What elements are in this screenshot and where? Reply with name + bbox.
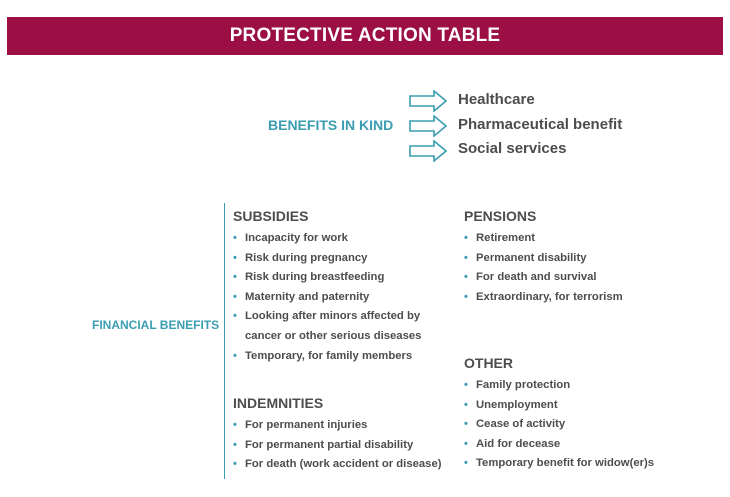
benefit-social-services: Social services [458,140,567,157]
list-item: • Temporary, for family members [233,347,443,367]
list-item: • Extraordinary, for terrorism [464,288,694,308]
section-title: INDEMNITIES [233,395,324,411]
pensions-list [464,229,694,307]
list-item: • Maternity and paternity [233,288,443,308]
arrow-right-icon [409,140,447,162]
section-title: SUBSIDIES [233,208,309,224]
benefit-pharmaceutical: Pharmaceutical benefit [458,116,623,133]
list-item: • Risk during pregnancy [233,249,443,269]
pensions-section [464,208,694,307]
title-banner [7,17,723,55]
list-item: • Incapacity for work [233,229,443,249]
list-item: • Cease of activity [464,415,694,435]
list-item: • Looking after minors affected by cancer or other serious diseases [233,307,423,346]
financial-benefits-label: FINANCIAL BENEFITS [92,318,220,332]
other-list [464,376,694,474]
list-item: • Retirement [464,229,694,249]
list-item: • Family protection [464,376,694,396]
list-item: • For death (work accident or disease) [233,455,453,475]
list-item: • Temporary benefit for widow(er)s [464,454,694,474]
divider-line [224,203,225,479]
list-item: • Unemployment [464,396,694,416]
list-item: • For permanent injuries [233,416,453,436]
list-item: • For permanent partial disability [233,436,453,456]
list-item: • Risk during breastfeeding [233,268,443,288]
benefits-in-kind-label: BENEFITS IN KIND [268,117,394,133]
list-item: • Permanent disability [464,249,694,269]
subsidies-list [233,229,443,366]
indemnities-section [233,395,453,475]
benefit-healthcare: Healthcare [458,91,535,108]
list-item: • Aid for decease [464,435,694,455]
section-title: OTHER [464,355,513,371]
page-title: PROTECTIVE ACTION TABLE [229,25,501,46]
arrow-right-icon [409,115,447,137]
section-title: PENSIONS [464,208,537,224]
other-section [464,355,694,474]
list-item: • For death and survival [464,268,694,288]
indemnities-list [233,416,453,475]
arrow-right-icon [409,90,447,112]
subsidies-section [233,208,443,366]
